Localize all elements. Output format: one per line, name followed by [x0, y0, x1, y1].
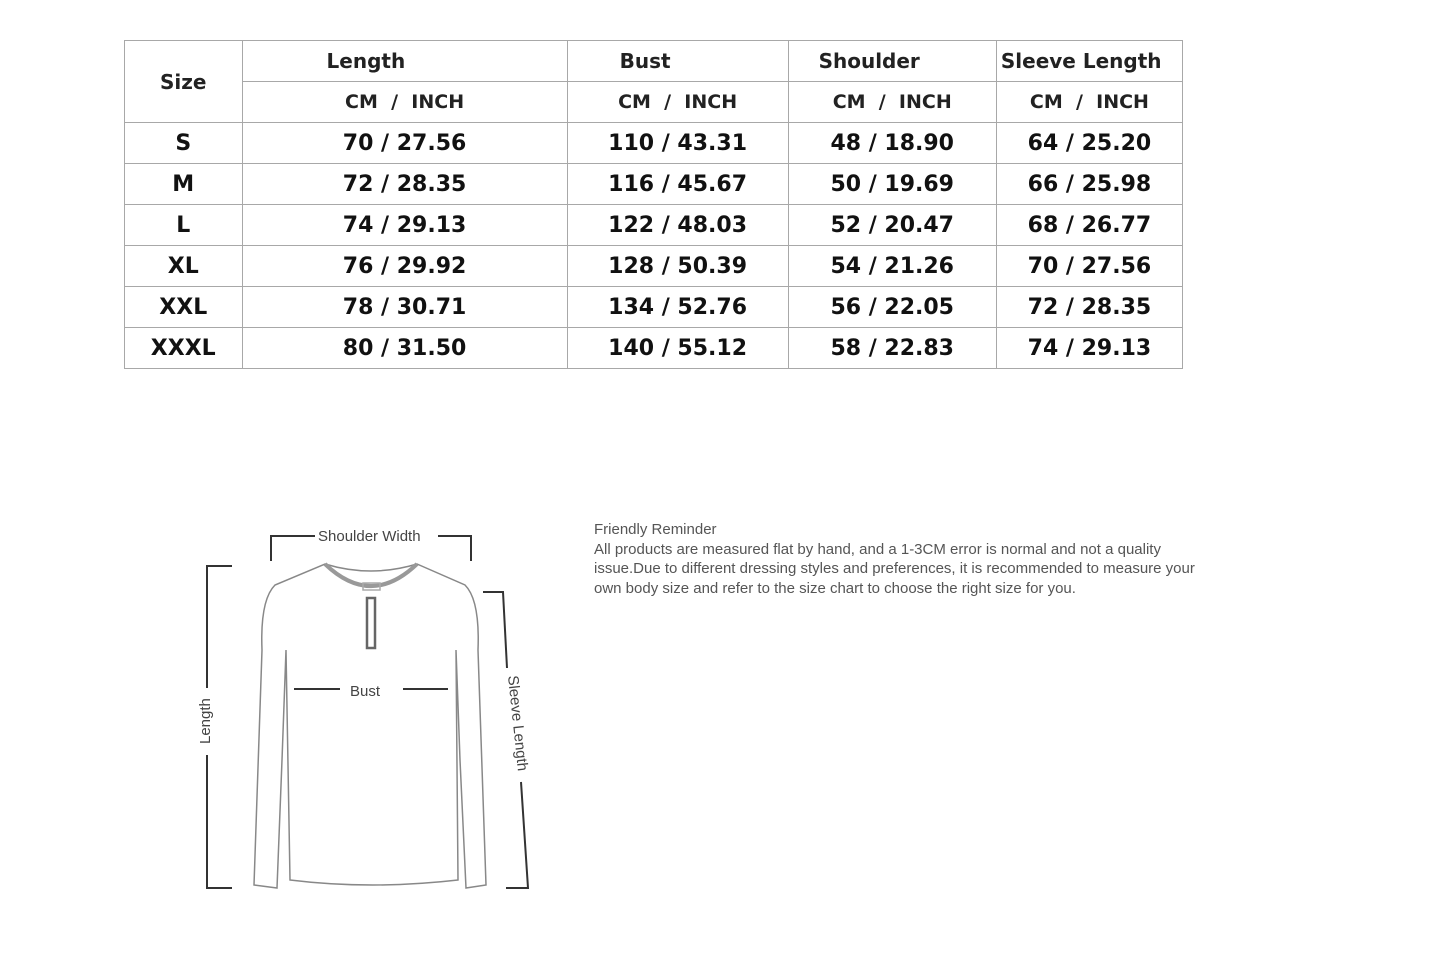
measurement-cell: 48 / 18.90 — [788, 123, 996, 164]
measurement-cell: 122 / 48.03 — [567, 205, 788, 246]
measurement-cell: 78 / 30.71 — [242, 287, 567, 328]
sleeve-bracket-top — [483, 592, 507, 668]
size-cell: XL — [125, 246, 243, 287]
length-header: Length — [242, 41, 567, 82]
reminder-body: All products are measured flat by hand, and a 1-3CM error is normal and not a quality issue.Due to different dressing styles and preferences, it is recommended to measure your own body size and refer to the size chart to choose the right size for you. — [594, 540, 1195, 597]
shoulder-bracket-right — [438, 536, 471, 561]
reminder-title: Friendly Reminder — [594, 521, 717, 538]
size-cell: M — [125, 164, 243, 205]
measurement-cell: 128 / 50.39 — [567, 246, 788, 287]
measurement-cell: 50 / 19.69 — [788, 164, 996, 205]
sleeve-bracket-bottom — [506, 782, 528, 888]
shirt-diagram — [190, 510, 550, 900]
measurement-cell: 70 / 27.56 — [996, 246, 1182, 287]
bust-label: Bust — [350, 683, 381, 700]
measurement-cell: 70 / 27.56 — [242, 123, 567, 164]
shoulder-header: Shoulder — [788, 41, 996, 82]
measurement-cell: 58 / 22.83 — [788, 328, 996, 369]
measurement-cell: 56 / 22.05 — [788, 287, 996, 328]
size-cell: XXXL — [125, 328, 243, 369]
shoulder-width-label: Shoulder Width — [318, 528, 421, 545]
measurement-cell: 72 / 28.35 — [242, 164, 567, 205]
length-bracket-bottom — [207, 755, 232, 888]
measurement-cell: 64 / 25.20 — [996, 123, 1182, 164]
table-row — [125, 205, 1183, 246]
table-row — [125, 246, 1183, 287]
size-cell: XXL — [125, 287, 243, 328]
measurement-cell: 68 / 26.77 — [996, 205, 1182, 246]
measurement-cell: 54 / 21.26 — [788, 246, 996, 287]
shirt-outline — [254, 564, 486, 888]
measurement-cell: 116 / 45.67 — [567, 164, 788, 205]
length-bracket-top — [207, 566, 232, 688]
table-row — [125, 287, 1183, 328]
bust-header: Bust — [567, 41, 788, 82]
unit-header: CM / INCH — [567, 82, 788, 123]
shoulder-bracket-left — [271, 536, 315, 561]
unit-header: CM / INCH — [242, 82, 567, 123]
measurement-cell: 52 / 20.47 — [788, 205, 996, 246]
measurement-cell: 72 / 28.35 — [996, 287, 1182, 328]
length-label: Length — [197, 698, 214, 744]
measurement-cell: 76 / 29.92 — [242, 246, 567, 287]
measurement-cell: 74 / 29.13 — [242, 205, 567, 246]
size-cell: L — [125, 205, 243, 246]
size-table — [124, 40, 1183, 369]
measurement-cell: 66 / 25.98 — [996, 164, 1182, 205]
measurement-cell: 134 / 52.76 — [567, 287, 788, 328]
measurement-cell: 140 / 55.12 — [567, 328, 788, 369]
unit-header: CM / INCH — [788, 82, 996, 123]
table-row — [125, 328, 1183, 369]
friendly-reminder — [594, 520, 1214, 598]
sleeve-length-label: Sleeve Length — [504, 674, 531, 772]
measurement-cell: 110 / 43.31 — [567, 123, 788, 164]
size-header: Size — [125, 41, 243, 123]
unit-header: CM / INCH — [996, 82, 1182, 123]
table-row — [125, 164, 1183, 205]
sleeve-length-header: Sleeve Length — [996, 41, 1182, 82]
table-row — [125, 123, 1183, 164]
size-cell: S — [125, 123, 243, 164]
measurement-cell: 80 / 31.50 — [242, 328, 567, 369]
measurement-cell: 74 / 29.13 — [996, 328, 1182, 369]
